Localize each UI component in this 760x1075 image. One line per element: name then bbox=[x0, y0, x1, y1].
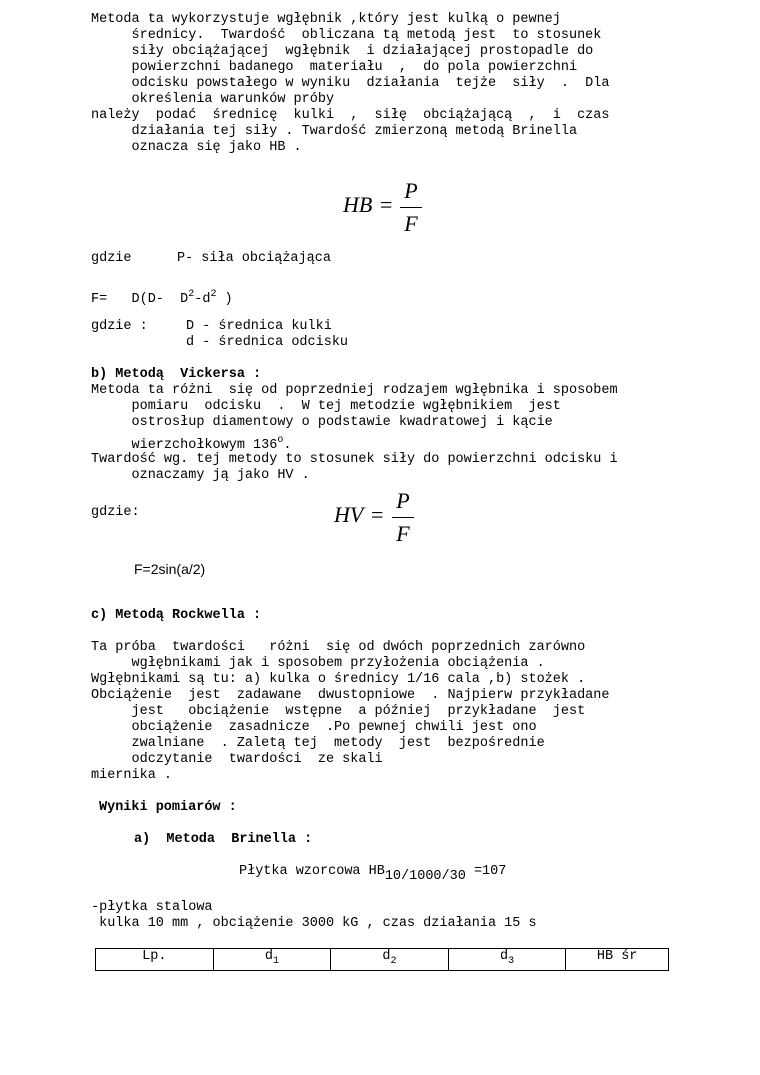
formula-f-part: -d bbox=[194, 292, 211, 307]
formula-fraction bbox=[400, 178, 422, 237]
formula-fraction bbox=[392, 488, 414, 547]
text-line: zwalniane . Zaletą tej metody jest bezpośrednie bbox=[91, 736, 545, 751]
text-part: Płytka wzorcowa HB bbox=[239, 864, 385, 879]
formula-equals: = bbox=[380, 192, 393, 217]
gdzie-label: gdzie bbox=[91, 251, 132, 266]
text-line: powierzchni badanego materiału , do pola powierzchni bbox=[91, 60, 578, 75]
results-table bbox=[95, 948, 669, 971]
text-line: Twardość wg. tej metody to stosunek siły do powierzchni odcisku i bbox=[91, 452, 618, 467]
table-header-cell bbox=[448, 949, 566, 971]
table-header-cell bbox=[213, 949, 331, 971]
formula-lhs: HB bbox=[343, 192, 373, 217]
formula-numerator: P bbox=[396, 488, 410, 513]
hb-subscript: 10/1000/30 bbox=[384, 869, 466, 884]
definition-d: D - średnica kulki bbox=[186, 319, 332, 334]
text-line: obciążenie zasadnicze .Po pewnej chwili jest ono bbox=[91, 720, 537, 735]
text-line: średnicy. Twardość obliczana tą metodą jest to stosunek bbox=[91, 28, 602, 43]
text-line: ostrosłup diamentowy o podstawie kwadratowej i kącie bbox=[91, 415, 553, 430]
formula-denominator: F bbox=[396, 521, 410, 546]
formula-f-superscript: 2 bbox=[210, 289, 217, 300]
text-line: -płytka stalowa bbox=[91, 900, 213, 915]
text-part: wierzchołkowym 136 bbox=[91, 438, 278, 453]
table-header-cell bbox=[96, 949, 214, 971]
section-heading-results: Wyniki pomiarów : bbox=[99, 800, 237, 815]
formula-lhs: HV bbox=[334, 502, 364, 527]
fraction-bar bbox=[400, 207, 422, 208]
formula-f bbox=[91, 287, 233, 308]
section-heading-vickers: b) Metodą Vickersa : bbox=[91, 367, 262, 382]
definition-p: P- siła obciążająca bbox=[177, 251, 331, 266]
formula-numerator: P bbox=[404, 178, 418, 203]
section-heading-rockwell: c) Metodą Rockwella : bbox=[91, 608, 262, 623]
formula-denominator: F bbox=[404, 211, 418, 236]
text-line: odczytanie twardości ze skali bbox=[91, 752, 383, 767]
formula-f-part: ) bbox=[216, 292, 233, 307]
gdzie-label: gdzie: bbox=[91, 505, 140, 520]
text-line: miernika . bbox=[91, 768, 173, 783]
subsection-heading-brinell: a) Metoda Brinella : bbox=[134, 832, 313, 847]
text-line: wgłębnikami jak i sposobem przyłożenia obciążenia . bbox=[91, 656, 545, 671]
cell-text: d bbox=[382, 949, 391, 964]
text-line: kulka 10 mm , obciążenie 3000 kG , czas działania 15 s bbox=[91, 916, 537, 931]
text-line: określenia warunków próby bbox=[91, 92, 335, 107]
text-line: pomiaru odcisku . W tej metodzie wgłębnikiem jest bbox=[91, 399, 561, 414]
reference-plate bbox=[239, 864, 506, 885]
text-line: należy podać średnicę kulki , siłę obciążającą , i czas bbox=[91, 108, 610, 123]
text-line: Wgłębnikami są tu: a) kulka o średnicy 1/16 cala ,b) stożek . bbox=[91, 672, 586, 687]
text-line: działania tej siły . Twardość zmierzoną metodą Brinella bbox=[91, 124, 578, 139]
table-header-row bbox=[96, 949, 669, 971]
text-line: oznaczamy ją jako HV . bbox=[91, 468, 310, 483]
text-part: . bbox=[283, 438, 292, 453]
formula-f-part: F= D(D- D bbox=[91, 292, 189, 307]
cell-subscript: 1 bbox=[272, 956, 279, 967]
table-header-cell bbox=[566, 949, 669, 971]
text-line: jest obciążenie wstępne a później przykładane jest bbox=[91, 704, 586, 719]
text-line: Obciążenie jest zadawane dwustopniowe . Najpierw przykładane bbox=[91, 688, 610, 703]
formula-f-superscript: 2 bbox=[188, 289, 195, 300]
text-line: Ta próba twardości różni się od dwóch poprzednich zarówno bbox=[91, 640, 586, 655]
cell-text: Lp. bbox=[142, 949, 167, 964]
cell-text: d bbox=[499, 949, 509, 964]
formula-equals: = bbox=[371, 502, 384, 527]
cell-text: d bbox=[264, 949, 273, 964]
text-line: Metoda ta wykorzystuje wgłębnik ,który jest kulką o pewnej bbox=[91, 12, 561, 27]
cell-text: HB śr bbox=[596, 949, 638, 964]
text-line: Metoda ta różni się od poprzedniej rodzajem wgłębnika i sposobem bbox=[91, 383, 618, 398]
degree-superscript: o bbox=[277, 435, 284, 446]
text-line: oznacza się jako HB . bbox=[91, 140, 302, 155]
table-header-cell bbox=[331, 949, 449, 971]
text-line: odcisku powstałego w wyniku działania tejże siły . Dla bbox=[91, 76, 610, 91]
gdzie-label: gdzie : bbox=[91, 319, 148, 334]
cell-subscript: 3 bbox=[508, 956, 515, 967]
cell-subscript: 2 bbox=[390, 956, 397, 967]
fraction-bar bbox=[392, 517, 414, 518]
text-line bbox=[91, 433, 291, 454]
definition-d-small: d - średnica odcisku bbox=[186, 335, 349, 350]
text-line: siły obciążającej wgłębnik i działającej prostopadle do bbox=[91, 44, 594, 59]
text-part: =107 bbox=[465, 864, 507, 879]
formula-f-vickers: F=2sin(a/2) bbox=[134, 561, 206, 577]
